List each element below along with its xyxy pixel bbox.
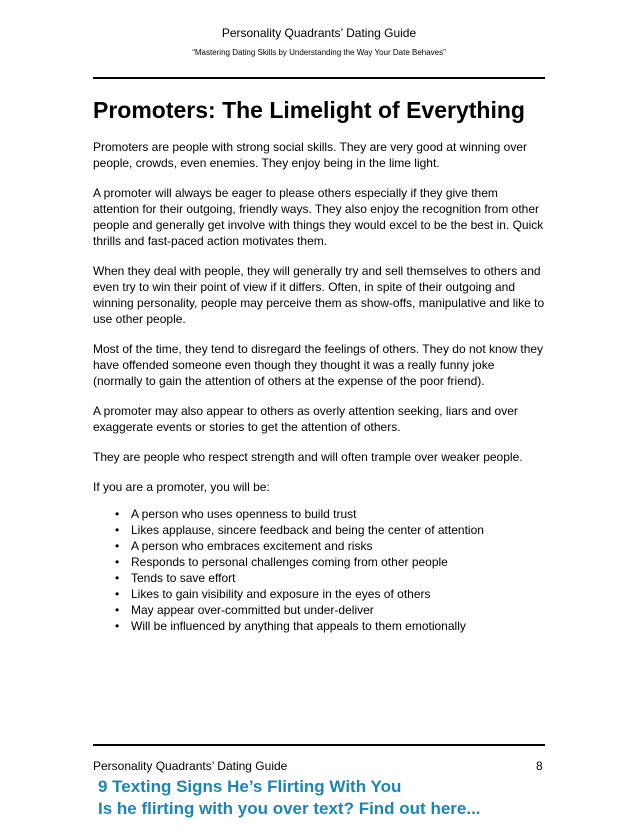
section-body [93, 139, 546, 634]
list-item: • Likes to gain visibility and exposure in the eyes of others [115, 587, 431, 601]
list-item: • Will be influenced by anything that appeals to them emotionally [115, 619, 466, 633]
bullet-icon: • [115, 571, 120, 585]
list-item: • A person who embraces excitement and risks [115, 539, 373, 553]
list-item: • Likes applause, sincere feedback and being the center of attention [115, 523, 484, 537]
paragraph: When they deal with people, they will generally try and sell themselves to others and even try to win their point of view if it differs. Often, in spite of their outgoing and winning personality, people may perceive them as show-offs, manipulative and like to use other people. [93, 264, 545, 326]
section-title: Promoters: The Limelight of Everything [93, 97, 525, 123]
paragraph: Most of the time, they tend to disregard the feelings of others. They do not know they have offended someone even though they thought it was a really funny joke (normally to gain the attention of others at the expense of the poor friend). [93, 342, 544, 388]
promoter-traits-list [93, 506, 546, 634]
list-item: • A person who uses openness to build trust [115, 507, 357, 521]
bullet-icon: • [115, 603, 120, 617]
page-header-title: Personality Quadrants’ Dating Guide [221, 26, 417, 40]
bullet-icon: • [115, 539, 120, 553]
bullet-icon: • [115, 619, 120, 633]
page-header-subtitle: “Mastering Dating Skills by Understanding the Way Your Date Behaves” [192, 48, 446, 57]
footer-divider [93, 744, 545, 746]
bullet-icon: • [115, 507, 120, 521]
page-footer-title: Personality Quadrants’ Dating Guide [93, 759, 288, 773]
paragraph: A promoter will always be eager to please others especially if they give them attention for their outgoing, friendly ways. They also enjoy the recognition from other people and generally get involve with things they would excel to be the best in. Quick thrills and fast-paced action motivates them. [93, 186, 544, 248]
paragraph: A promoter may also appear to others as overly attention seeking, liars and over exaggerate events or stories to get the attention of others. [93, 404, 518, 434]
promo-headline: 9 Texting Signs He’s Flirting With You [98, 777, 402, 796]
bullet-icon: • [115, 555, 120, 569]
header-divider [93, 77, 545, 79]
promo-tagline: Is he flirting with you over text? Find out here... [98, 799, 481, 818]
bullet-icon: • [115, 523, 120, 537]
list-item: • May appear over-committed but under-deliver [115, 603, 374, 617]
paragraph: Promoters are people with strong social skills. They are very good at winning over people, crowds, even enemies. They enjoy being in the lime light. [93, 140, 527, 170]
list-item: • Responds to personal challenges coming from other people [115, 555, 448, 569]
bullet-icon: • [115, 587, 120, 601]
list-item: • Tends to save effort [115, 571, 236, 585]
page-number: 8 [536, 759, 543, 773]
paragraph: They are people who respect strength and will often trample over weaker people. [93, 450, 523, 464]
promo-link[interactable] [98, 776, 618, 820]
paragraph: If you are a promoter, you will be: [93, 480, 270, 494]
